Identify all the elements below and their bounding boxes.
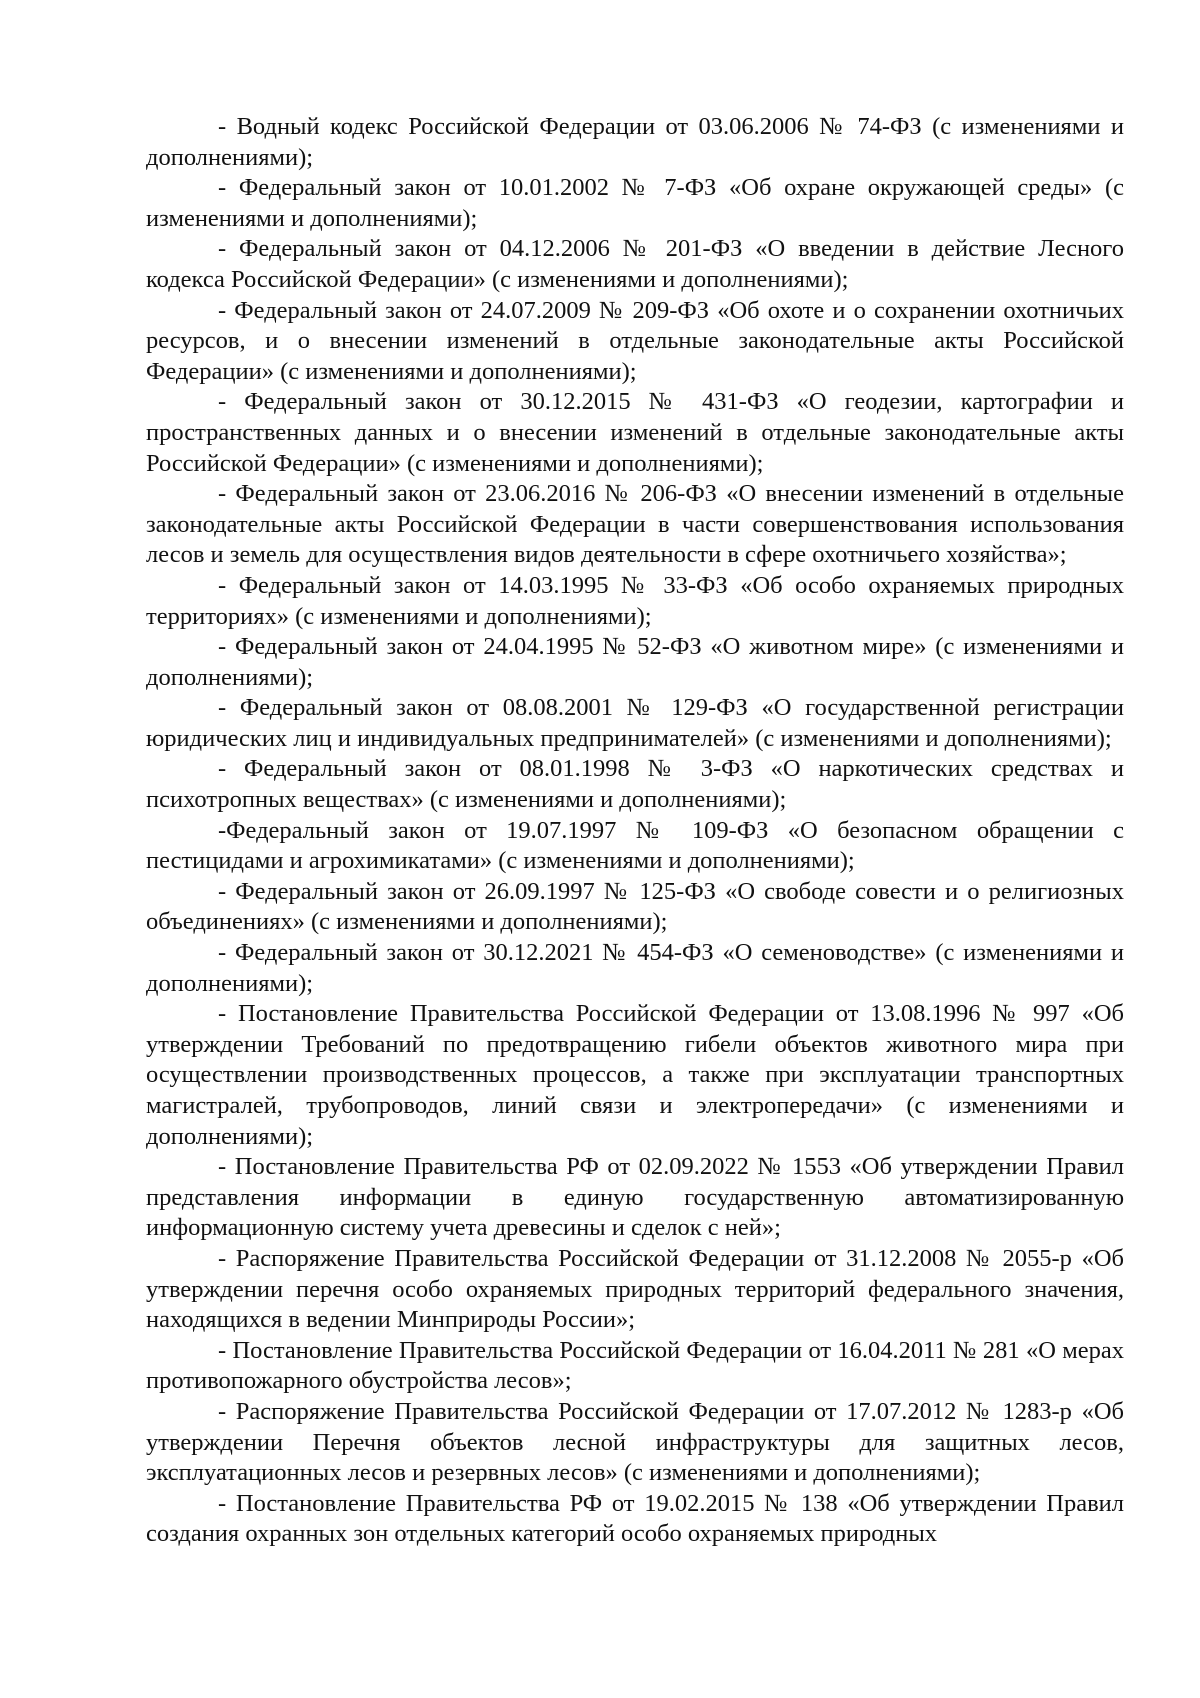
list-item-protected-areas-law: - Федеральный закон от 14.03.1995 № 33-ФЗ «Об особо охраняемых природных территориях» (с изменениями и дополнениями); <box>146 571 1124 630</box>
list-item-religion-law: - Федеральный закон от 26.09.1997 № 125-ФЗ «О свободе совести и о религиозных объединениях» (с изменениями и дополнениями); <box>146 877 1124 936</box>
list-item-seed-law: - Федеральный закон от 30.12.2021 № 454-ФЗ «О семеноводстве» (с изменениями и дополнениями); <box>146 939 1124 997</box>
list-item-forest-code-law: - Федеральный закон от 04.12.2006 № 201-ФЗ «О введении в действие Лесного кодекса Российской Федерации» (с изменениями и дополнениями); <box>146 235 1124 293</box>
list-item-decree-997: - Постановление Правительства Российской Федерации от 13.08.1996 № 997 «Об утверждении Требований по предотвращению гибели объектов животного мира при осуществлении производственных процессов, а также при эксплуатации транспортных магистралей, трубопроводов, линий связи и электропередачи» (с изменениями и дополнениями); <box>146 1000 1124 1150</box>
list-item-order-1283: - Распоряжение Правительства Российской Федерации от 17.07.2012 № 1283-р «Об утверждении Перечня объектов лесной инфраструктуры для защитных лесов, эксплуатационных лесов и резервных лесов» (с изменениями и дополнениями); <box>146 1397 1124 1487</box>
list-item-water-code: - Водный кодекс Российской Федерации от 03.06.2006 № 74-ФЗ (с изменениями и дополнениями); <box>146 113 1124 171</box>
list-item-wildlife-law: - Федеральный закон от 24.04.1995 № 52-ФЗ «О животном мире» (с изменениями и дополнениями); <box>146 633 1124 691</box>
list-item-decree-138: - Постановление Правительства РФ от 19.02.2015 № 138 «Об утверждении Правил создания охранных зон отдельных категорий особо охраняемых природных <box>146 1489 1124 1548</box>
list-item-pesticides-law: -Федеральный закон от 19.07.1997 № 109-ФЗ «О безопасном обращении с пестицидами и агрохимикатами» (с изменениями и дополнениями); <box>146 816 1124 875</box>
list-item-decree-281: - Постановление Правительства Российской Федерации от 16.04.2011 № 281 «О мерах противопожарного обустройства лесов»; <box>146 1336 1124 1395</box>
list-item-hunting-law: - Федеральный закон от 24.07.2009 № 209-ФЗ «Об охоте и о сохранении охотничьих ресурсов, и о внесении изменений в отдельные законодательные акты Российской Федерации» (с изменениями и дополнениями); <box>146 296 1124 385</box>
list-item-geodesy-law: - Федеральный закон от 30.12.2015 № 431-ФЗ «О геодезии, картографии и пространственных данных и о внесении изменений в отдельные законодательные акты Российской Федерации» (с изменениями и дополнениями); <box>146 388 1124 477</box>
list-item-order-2055: - Распоряжение Правительства Российской Федерации от 31.12.2008 № 2055-р «Об утверждении перечня особо охраняемых природных территорий федерального значения, находящихся в ведении Минприроды России»; <box>146 1244 1124 1334</box>
list-item-forest-use-law: - Федеральный закон от 23.06.2016 № 206-ФЗ «О внесении изменений в отдельные законодательные акты Российской Федерации в части совершенствования использования лесов и земель для осуществления видов деятельности в сфере охотничьего хозяйства»; <box>146 480 1124 569</box>
list-item-decree-1553: - Постановление Правительства РФ от 02.09.2022 № 1553 «Об утверждении Правил представления информации в единую государственную автоматизированную информационную систему учета древесины и сделок с ней»; <box>146 1153 1124 1242</box>
list-item-registration-law: - Федеральный закон от 08.08.2001 № 129-ФЗ «О государственной регистрации юридических лиц и индивидуальных предпринимателей» (с изменениями и дополнениями); <box>146 694 1124 752</box>
document-page <box>146 112 1124 1550</box>
list-item-environment-law: - Федеральный закон от 10.01.2002 № 7-ФЗ «Об охране окружающей среды» (с изменениями и дополнениями); <box>146 174 1124 232</box>
list-item-narcotics-law: - Федеральный закон от 08.01.1998 № 3-ФЗ «О наркотических средствах и психотропных веществах» (с изменениями и дополнениями); <box>146 755 1124 814</box>
